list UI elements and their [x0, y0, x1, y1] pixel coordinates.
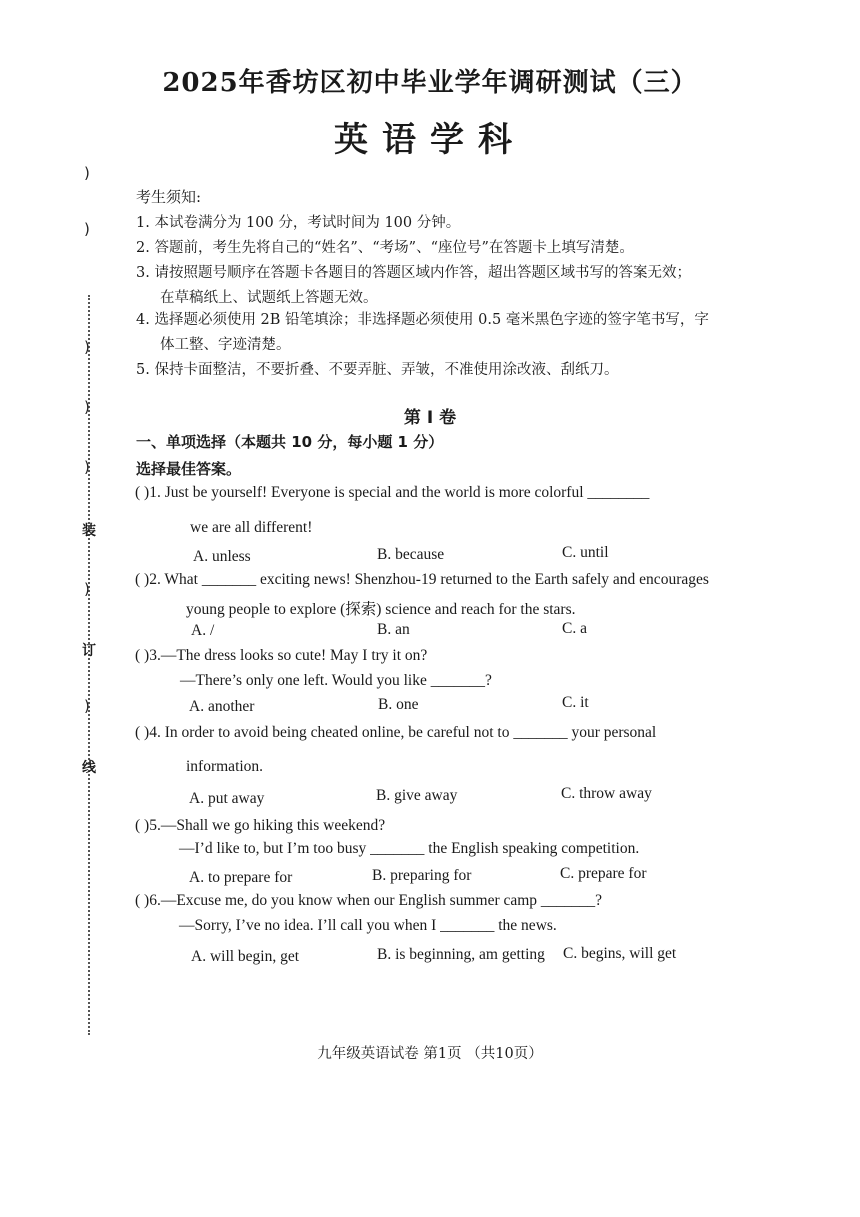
question-4-line-2: information. — [186, 758, 264, 775]
page-footer: 九年级英语试卷 第1页 （共10页） — [317, 1046, 543, 1062]
binding-char-zhuang: 装 — [82, 523, 96, 539]
question-3-line-1: ( )3.—The dress looks so cute! May I try it on? — [135, 647, 428, 664]
binding-hole-mark: ) — [84, 398, 90, 416]
binding-hole-mark: ) — [84, 338, 90, 356]
question-5-option-c: C. prepare for — [560, 865, 647, 882]
question-1-option-b: B. because — [377, 546, 445, 563]
question-5-line-2: —I’d like to, but I’m too busy _______ the English speaking competition. — [179, 840, 640, 857]
question-6-option-c: C. begins, will get — [563, 945, 677, 962]
notice-item: 4. 选择题必须使用 2B 铅笔填涂；非选择题必须使用 0.5 毫米黑色字迹的签字笔书写，字 — [136, 312, 709, 328]
question-2-line-2: young people to explore (探索) science and reach for the stars. — [186, 601, 576, 618]
question-1-option-c: C. until — [562, 544, 609, 561]
notice-item: 1. 本试卷满分为 100 分，考试时间为 100 分钟。 — [136, 215, 461, 231]
question-2-line-1: ( )2. What _______ exciting news! Shenzhou-19 returned to the Earth safely and encourages — [135, 571, 709, 588]
notice-item: 在草稿纸上、试题纸上答题无效。 — [160, 290, 378, 306]
notice-item: 5. 保持卡面整洁，不要折叠、不要弄脏、弄皱，不准使用涂改液、刮纸刀。 — [136, 362, 619, 378]
question-3-option-c: C. it — [562, 694, 589, 711]
question-5-option-b: B. preparing for — [372, 867, 472, 884]
question-6-option-b: B. is beginning, am getting — [377, 946, 545, 963]
question-2-option-b: B. an — [377, 621, 410, 638]
part-heading: 一、单项选择（本题共 10 分，每小题 1 分） — [136, 433, 444, 451]
binding-hole-mark: ) — [84, 164, 90, 182]
question-2-option-a: A. / — [191, 622, 215, 639]
question-4-option-c: C. throw away — [561, 785, 652, 802]
part-instruction: 选择最佳答案。 — [136, 460, 242, 478]
binding-hole-mark: ) — [84, 220, 90, 238]
question-1-line-2: we are all different! — [190, 519, 313, 536]
question-6-line-2: —Sorry, I’ve no idea. I’ll call you when I _______ the news. — [179, 917, 557, 934]
binding-char-ding: 订 — [82, 643, 96, 659]
binding-hole-mark: ) — [84, 580, 90, 598]
question-1-line-1: ( )1. Just be yourself! Everyone is special and the world is more colorful ________ — [135, 484, 650, 501]
binding-hole-mark: ) — [84, 458, 90, 476]
question-5-line-1: ( )5.—Shall we go hiking this weekend? — [135, 817, 386, 834]
question-3-option-b: B. one — [378, 696, 419, 713]
question-3-option-a: A. another — [189, 698, 255, 715]
section-title: 第 Ⅰ 卷 — [403, 408, 457, 428]
question-4-option-b: B. give away — [376, 787, 458, 804]
notice-item: 体工整、字迹清楚。 — [160, 337, 291, 353]
question-4-option-a: A. put away — [189, 790, 265, 807]
notice-heading: 考生须知: — [136, 188, 202, 206]
binding-hole-mark: ) — [84, 697, 90, 715]
question-6-option-a: A. will begin, get — [191, 948, 300, 965]
question-1-option-a: A. unless — [193, 548, 251, 565]
question-3-line-2: —There’s only one left. Would you like _______? — [180, 672, 492, 689]
question-2-option-c: C. a — [562, 620, 587, 637]
exam-title: 2025年香坊区初中毕业学年调研测试（三） — [162, 68, 698, 98]
question-4-line-1: ( )4. In order to avoid being cheated online, be careful not to _______ your personal — [135, 724, 657, 741]
question-6-line-1: ( )6.—Excuse me, do you know when our English summer camp _______? — [135, 892, 603, 909]
notice-item: 3. 请按照题号顺序在答题卡各题目的答题区域内作答，超出答题区域书写的答案无效； — [136, 265, 691, 281]
notice-item: 2. 答题前，考生先将自己的“姓名”、“考场”、“座位号”在答题卡上填写清楚。 — [136, 240, 634, 256]
question-5-option-a: A. to prepare for — [189, 869, 293, 886]
binding-char-xian: 线 — [82, 760, 96, 776]
exam-subject: 英语学科 — [334, 120, 526, 160]
